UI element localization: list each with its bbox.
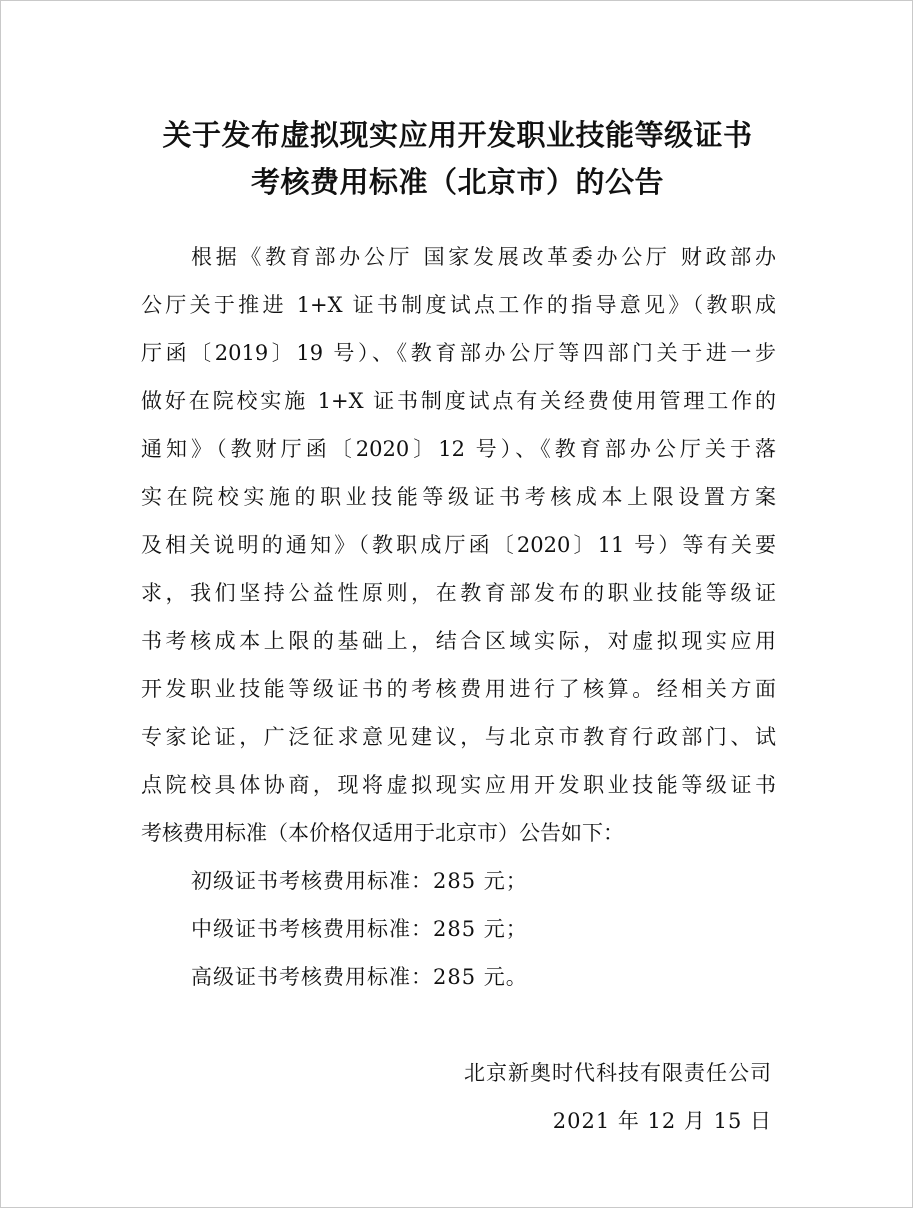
body-paragraph-line: 开发职业技能等级证书的考核费用进行了核算。经相关方面 bbox=[141, 677, 776, 701]
body-paragraph-line: 书考核成本上限的基础上，结合区域实际，对虚拟现实应用 bbox=[141, 629, 776, 653]
document-title-line-1: 关于发布虚拟现实应用开发职业技能等级证书 bbox=[162, 118, 753, 152]
fee-item-primary: 初级证书考核费用标准：285 元； bbox=[191, 869, 528, 893]
body-paragraph-line: 公厅关于推进 1+X 证书制度试点工作的指导意见》（教职成 bbox=[141, 293, 776, 317]
body-paragraph-line: 专家论证，广泛征求意见建议，与北京市教育行政部门、试 bbox=[141, 725, 776, 749]
body-paragraph-line: 考核费用标准（本价格仅适用于北京市）公告如下： bbox=[141, 821, 624, 845]
body-paragraph-line: 根据《教育部办公厅 国家发展改革委办公厅 财政部办 bbox=[191, 245, 776, 269]
body-paragraph-line: 实在院校实施的职业技能等级证书考核成本上限设置方案 bbox=[141, 485, 776, 509]
body-paragraph-line: 求，我们坚持公益性原则，在教育部发布的职业技能等级证 bbox=[141, 581, 776, 605]
fee-item-advanced: 高级证书考核费用标准：285 元。 bbox=[191, 965, 528, 989]
document-title-line-2: 考核费用标准（北京市）的公告 bbox=[250, 165, 664, 199]
body-paragraph-line: 及相关说明的通知》（教职成厅函〔2020〕11 号）等有关要 bbox=[141, 533, 776, 557]
issue-date: 2021 年 12 月 15 日 bbox=[552, 1109, 772, 1133]
body-paragraph-line: 点院校具体协商，现将虚拟现实应用开发职业技能等级证书 bbox=[141, 773, 776, 797]
body-paragraph-line: 厅函〔2019〕19 号）、《教育部办公厅等四部门关于进一步 bbox=[141, 341, 776, 365]
body-paragraph-line: 做好在院校实施 1+X 证书制度试点有关经费使用管理工作的 bbox=[141, 389, 776, 413]
fee-item-intermediate: 中级证书考核费用标准：285 元； bbox=[191, 917, 528, 941]
body-paragraph-line: 通知》（教财厅函〔2020〕12 号）、《教育部办公厅关于落 bbox=[141, 437, 776, 461]
issuer-signature: 北京新奥时代科技有限责任公司 bbox=[464, 1061, 772, 1085]
